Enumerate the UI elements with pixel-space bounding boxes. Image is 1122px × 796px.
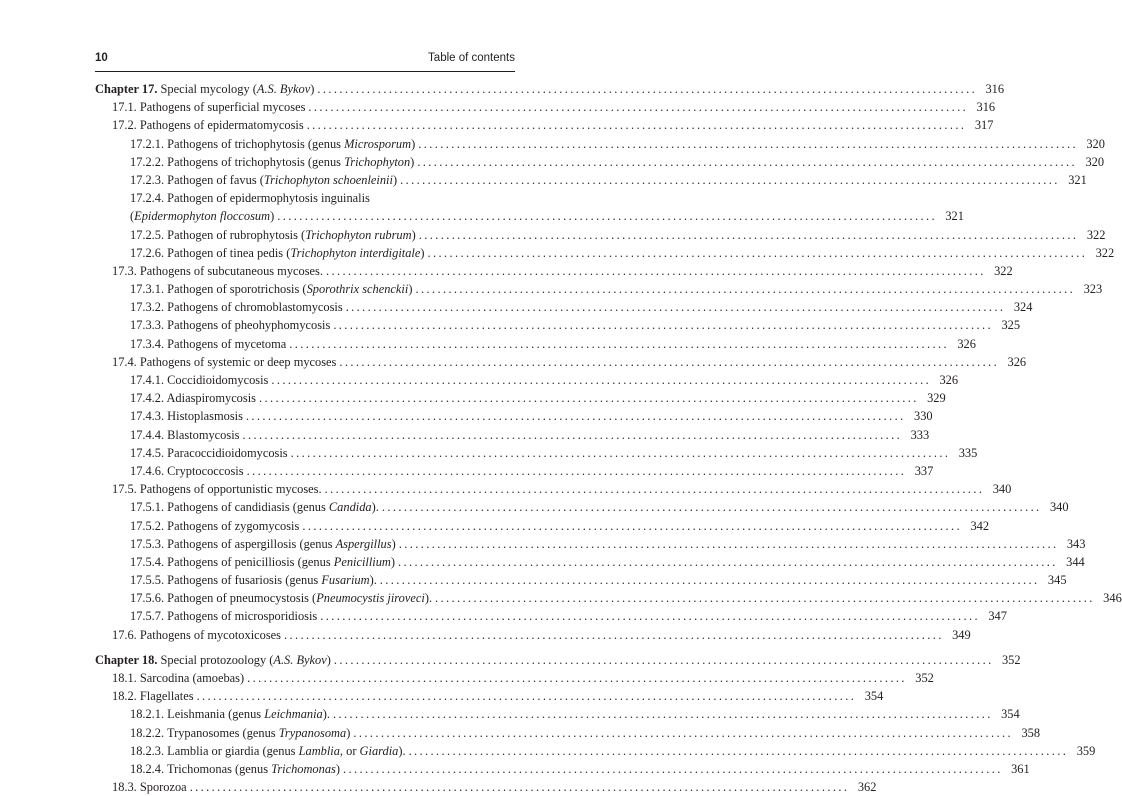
toc-entry-title [130, 207, 274, 225]
title-text: ) [391, 536, 396, 551]
title-text: 17.4.6. Cryptococcosis [130, 463, 244, 478]
dot-leader: ........................................................................................................................ [427, 245, 1088, 260]
italic-term: Giardia [359, 743, 399, 758]
title-text: 18.3. Sporozoa [112, 780, 187, 795]
title-text: 17.3.2. Pathogens of chromoblastomycosis [130, 300, 343, 315]
title-text: ). [424, 591, 433, 606]
title-text: 17.4.5. Paracoccidioidomycosis [130, 445, 288, 460]
dot-leader: ........................................................................................................................ [306, 118, 967, 133]
toc-page-number: 316 [985, 82, 1005, 96]
toc-entry[interactable] [95, 571, 1067, 589]
dot-leader: ........................................................................................................................ [339, 354, 1000, 369]
dot-leader: ........................................................................................................................ [320, 609, 980, 624]
italic-term: Fusarium [321, 573, 370, 588]
title-text: Special mycology ( [157, 82, 257, 96]
dot-leader: ........................................................................................................................ [242, 427, 903, 442]
dot-leader: ........................................................................................................................ [332, 707, 993, 722]
dot-leader: ........................................................................................................................ [196, 689, 857, 704]
toc-entry[interactable] [95, 724, 1041, 742]
title-text: 17.5.4. Pathogens of penicilliosis (genus [130, 554, 334, 569]
title-text: 18.1. Sarcodina (amoebas) [112, 671, 245, 685]
italic-term: Epidermophyton floccosum [134, 209, 271, 224]
italic-term: A.S. Bykov [273, 652, 327, 667]
title-text: 17.5.1. Pathogens of candidiasis (genus [130, 500, 329, 515]
toc-entry-title [95, 80, 314, 98]
page-number: 10 [95, 52, 108, 64]
title-text: 17.5. Pathogens of opportunistic mycoses. [112, 482, 322, 497]
italic-term: Pneumocystis jiroveci [316, 591, 425, 606]
toc-entry-title [130, 171, 397, 189]
toc-entry-title [112, 116, 304, 134]
title-text: ). [398, 743, 406, 758]
title-text: 17.5.3. Pathogens of aspergillosis (genus [130, 536, 336, 551]
toc-page-number: 343 [1066, 536, 1086, 551]
toc-page-number: 346 [1103, 591, 1122, 606]
toc-entry-title [130, 444, 288, 462]
italic-term: Trichophyton [344, 154, 411, 169]
toc-page-number: 325 [1001, 318, 1021, 333]
dot-leader: ........................................................................................................................ [333, 318, 994, 333]
dot-leader: ........................................................................................................................ [381, 500, 1042, 515]
toc-entry-title [130, 517, 299, 535]
dot-leader: ........................................................................................................................ [418, 136, 1078, 151]
toc-entry-title [112, 687, 194, 705]
toc-entry-title [130, 705, 330, 723]
dot-leader: ........................................................................................................................ [277, 209, 937, 224]
title-text: ) [420, 245, 425, 260]
title-text: ) [346, 725, 351, 740]
title-text: ) [335, 761, 340, 776]
dot-leader: ........................................................................................................................ [324, 482, 985, 497]
title-text: ( [130, 209, 135, 224]
dot-leader: ........................................................................................................................ [290, 445, 951, 460]
toc-entry-title [130, 226, 416, 244]
running-header [95, 52, 515, 70]
toc-entry-title [130, 589, 432, 607]
title-text: 18.2.4. Trichomonas (genus [130, 761, 272, 776]
toc-page-number: 324 [1013, 300, 1033, 315]
dot-leader: ........................................................................................................................ [398, 554, 1058, 569]
toc-page-number: 335 [958, 445, 978, 460]
dot-leader: ........................................................................................................................ [345, 300, 1006, 315]
toc-page-number: 342 [970, 518, 990, 533]
dot-leader: ........................................................................................................................ [379, 573, 1040, 588]
toc-entry-title [112, 98, 305, 116]
toc-page-number: 340 [992, 482, 1012, 497]
dot-leader: ........................................................................................................................ [245, 409, 906, 424]
toc-entry[interactable] [95, 705, 1020, 723]
toc-entry[interactable] [95, 651, 1021, 669]
title-text: ) [326, 652, 331, 667]
title-text: 17.5.5. Pathogens of fusariosis (genus [130, 573, 322, 588]
title-text: 17.3.4. Pathogens of mycetoma [130, 336, 287, 351]
toc-entry[interactable] [95, 626, 971, 644]
title-text: ) [411, 227, 416, 242]
toc-entry-title [130, 335, 286, 353]
dot-leader: ........................................................................................................................ [308, 100, 969, 115]
header-rule [95, 71, 515, 72]
title-text: 17.4.3. Histoplasmosis [130, 409, 243, 424]
toc-entry[interactable] [95, 498, 1069, 516]
title-text: 17.2.4. Pathogen of epidermophytosis inguinalis [130, 191, 370, 206]
toc-entry-title [130, 498, 379, 516]
toc-page-number: 317 [974, 118, 994, 133]
dot-leader: ........................................................................................................................ [317, 82, 978, 96]
toc-entry-title [130, 280, 412, 298]
toc-entry[interactable] [95, 262, 1013, 280]
italic-term: Trichophyton schoenleinii [263, 172, 393, 187]
toc-entry-title [130, 742, 406, 760]
dot-leader: ........................................................................................................................ [325, 263, 986, 278]
toc-page-number: 321 [945, 209, 964, 224]
title-text: ). [371, 500, 379, 515]
title-text: 17.4.4. Blastomycosis [130, 427, 240, 442]
title-text: 17.2.5. Pathogen of rubrophytosis ( [130, 227, 306, 242]
toc-entry[interactable] [95, 589, 1122, 607]
toc-entry[interactable] [95, 687, 884, 705]
toc-entry[interactable] [95, 98, 996, 116]
toc-entry[interactable] [95, 371, 959, 389]
toc-page-number: 326 [1007, 354, 1027, 369]
italic-term: Microsporum [344, 136, 412, 151]
dot-leader: ........................................................................................................................ [417, 154, 1078, 169]
title-text: 17.2. Pathogens of epidermatomycosis [112, 118, 304, 133]
toc-entry[interactable] [95, 517, 990, 535]
dot-leader: ........................................................................................................................ [398, 536, 1059, 551]
toc-entry[interactable] [95, 742, 1096, 760]
toc-page-number: 347 [988, 609, 1007, 624]
table-of-contents [95, 80, 1122, 796]
toc-entry[interactable] [95, 280, 1103, 298]
toc-entry-title [130, 724, 350, 742]
italic-term: Trypanosoma [278, 725, 347, 740]
toc-entry[interactable] [95, 607, 1007, 625]
dot-leader: ........................................................................................................................ [415, 282, 1076, 297]
toc-page-number: 316 [976, 100, 996, 115]
italic-term: Trichophyton rubrum [305, 227, 412, 242]
toc-entry-title [130, 760, 340, 778]
toc-entry[interactable] [95, 407, 933, 425]
dot-leader: ........................................................................................................................ [189, 780, 850, 795]
toc-entry[interactable] [95, 480, 1012, 498]
toc-page-number: 361 [1011, 761, 1030, 776]
title-text: 18.2.2. Trypanosomes (genus [130, 725, 279, 740]
italic-term: A.S. Bykov [256, 82, 311, 96]
title-text: 18.2. Flagellates [112, 689, 194, 704]
toc-page-number: 321 [1068, 172, 1087, 187]
dot-leader: ........................................................................................................................ [289, 336, 949, 351]
title-text: 17.4.2. Adiaspiromycosis [130, 391, 256, 406]
toc-entry[interactable] [95, 244, 1115, 262]
title-text: 17.2.1. Pathogens of trichophytosis (genus [130, 136, 345, 151]
toc-entry-title [130, 189, 370, 207]
toc-entry[interactable] [95, 335, 976, 353]
toc-entry[interactable] [95, 80, 1005, 98]
toc-entry[interactable] [95, 353, 1027, 371]
dot-leader: ........................................................................................................................ [435, 591, 1095, 606]
toc-page-number: 322 [1086, 227, 1106, 242]
toc-entry-title [130, 316, 330, 334]
dot-leader: ........................................................................................................................ [283, 627, 944, 642]
toc-entry-title [130, 153, 414, 171]
dot-leader: ........................................................................................................................ [400, 172, 1060, 187]
toc-entry-title [130, 407, 243, 425]
toc-page-number: 323 [1083, 282, 1103, 297]
toc-entry-title [130, 462, 244, 480]
toc-entry-title [130, 607, 317, 625]
title-text: 18.2.3. Lamblia or giardia (genus [130, 743, 299, 758]
toc-entry[interactable] [95, 535, 1086, 553]
toc-entry[interactable] [95, 135, 1105, 153]
toc-entry[interactable] [95, 171, 1087, 189]
toc-entry-title [130, 371, 268, 389]
title-text: ) [310, 82, 315, 96]
toc-page-number: 329 [927, 391, 946, 406]
title-text: , or [339, 743, 360, 758]
title-text: 17.3.1. Pathogen of sporotrichosis ( [130, 282, 307, 297]
dot-leader: ........................................................................................................................ [418, 227, 1079, 242]
dot-leader: ........................................................................................................................ [302, 518, 963, 533]
title-text: 17.5.2. Pathogens of zygomycosis [130, 518, 300, 533]
toc-entry-title [112, 262, 323, 280]
toc-entry-title [112, 353, 336, 371]
toc-entry[interactable] [95, 226, 1106, 244]
toc-page-number: 320 [1086, 136, 1105, 151]
dot-leader: ........................................................................................................................ [408, 743, 1069, 758]
title-text: 17.5.7. Pathogens of microsporidiosis [130, 609, 318, 624]
italic-term: Aspergillus [335, 536, 392, 551]
toc-page-number: 352 [1001, 652, 1021, 667]
toc-entry-title [130, 426, 239, 444]
toc-page-number: 330 [914, 409, 933, 424]
toc-entry[interactable] [95, 116, 994, 134]
toc-entry[interactable] [95, 669, 934, 687]
dot-leader: ........................................................................................................................ [271, 373, 932, 387]
title-text: ) [410, 154, 415, 169]
title-text: 17.4. Pathogens of systemic or deep mycoses [112, 354, 337, 369]
toc-entry[interactable] [95, 444, 978, 462]
toc-page-number: 322 [1095, 245, 1115, 260]
title-text: ). [322, 707, 330, 722]
dot-leader: ........................................................................................................................ [247, 671, 907, 685]
title-text: 17.3. Pathogens of subcutaneous mycoses. [112, 263, 323, 278]
italic-term: Trichomonas [271, 761, 336, 776]
dot-leader: ........................................................................................................................ [258, 391, 919, 406]
toc-page-number: 362 [857, 780, 877, 795]
title-text: ) [411, 136, 416, 151]
toc-entry-title [130, 571, 377, 589]
italic-term: Lamblia [298, 743, 340, 758]
toc-page-number: 340 [1049, 500, 1069, 515]
toc-page-number: 354 [864, 689, 884, 704]
chapter-label: Chapter 18. [95, 652, 158, 667]
toc-entry[interactable] [95, 778, 877, 796]
title-text: 17.2.2. Pathogens of trichophytosis (genus [130, 154, 345, 169]
toc-page-number: 322 [994, 263, 1013, 278]
running-title: Table of contents [428, 52, 515, 64]
toc-entry-title [112, 480, 322, 498]
toc-page-number: 326 [939, 373, 959, 387]
toc-page-number: 345 [1047, 573, 1067, 588]
toc-page-number: 344 [1066, 554, 1085, 569]
title-text: Special protozoology ( [157, 652, 274, 667]
title-text: 17.1. Pathogens of superficial mycoses [112, 100, 306, 115]
title-text: 17.4.1. Coccidioidomycosis [130, 373, 269, 387]
toc-entry[interactable] [95, 760, 1030, 778]
toc-entry[interactable] [95, 298, 1033, 316]
toc-page-number: 352 [915, 671, 934, 685]
dot-leader: ........................................................................................................................ [342, 761, 1003, 776]
italic-term: Sporothrix schenckii [306, 282, 409, 297]
toc-entry[interactable] [95, 462, 934, 480]
toc-page-number: 354 [1001, 707, 1020, 722]
toc-entry[interactable] [95, 389, 946, 407]
toc-entry-title [112, 669, 244, 687]
title-text: 17.3.3. Pathogens of pheohyphomycosis [130, 318, 331, 333]
toc-entry-title [112, 778, 187, 796]
chapter-label: Chapter 17. [95, 82, 158, 96]
toc-entry-title [130, 535, 396, 553]
toc-entry[interactable] [95, 316, 1021, 334]
italic-term: Trichophyton interdigitale [290, 245, 421, 260]
toc-entry[interactable] [95, 153, 1105, 171]
toc-entry-title [130, 389, 256, 407]
toc-entry[interactable] [95, 553, 1085, 571]
toc-entry[interactable] [95, 207, 964, 225]
toc-page-number: 333 [910, 427, 930, 442]
dot-leader: ........................................................................................................................ [353, 725, 1014, 740]
toc-entry-title [112, 626, 281, 644]
italic-term: Leichmania [264, 707, 323, 722]
toc-entry-title [95, 651, 331, 669]
title-text: ) [408, 282, 413, 297]
title-text: ) [390, 554, 396, 569]
toc-page-number: 320 [1085, 154, 1105, 169]
title-text: ) [270, 209, 275, 224]
title-text: 18.2.1. Leishmania (genus [130, 707, 265, 722]
toc-entry-title [130, 298, 343, 316]
title-text: 17.2.6. Pathogen of tinea pedis ( [130, 245, 291, 260]
dot-leader: ........................................................................................................................ [333, 652, 994, 667]
toc-page-number: 358 [1021, 725, 1041, 740]
title-text: ). [369, 573, 377, 588]
title-text: ) [392, 172, 398, 187]
title-text: 17.6. Pathogens of mycotoxicoses [112, 627, 281, 642]
toc-entry-title [130, 244, 424, 262]
title-text: 17.5.6. Pathogen of pneumocystosis ( [130, 591, 317, 606]
title-text: 17.2.3. Pathogen of favus ( [130, 172, 264, 187]
italic-term: Penicillium [333, 554, 391, 569]
toc-entry[interactable] [95, 426, 930, 444]
toc-entry[interactable] [95, 189, 515, 207]
toc-page-number: 349 [952, 627, 971, 642]
dot-leader: ........................................................................................................................ [246, 463, 907, 478]
toc-page-number: 326 [957, 336, 976, 351]
toc-page-number: 337 [914, 463, 934, 478]
toc-entry-title [130, 553, 395, 571]
toc-entry-title [130, 135, 415, 153]
italic-term: Candida [328, 500, 372, 515]
toc-page-number: 359 [1076, 743, 1096, 758]
